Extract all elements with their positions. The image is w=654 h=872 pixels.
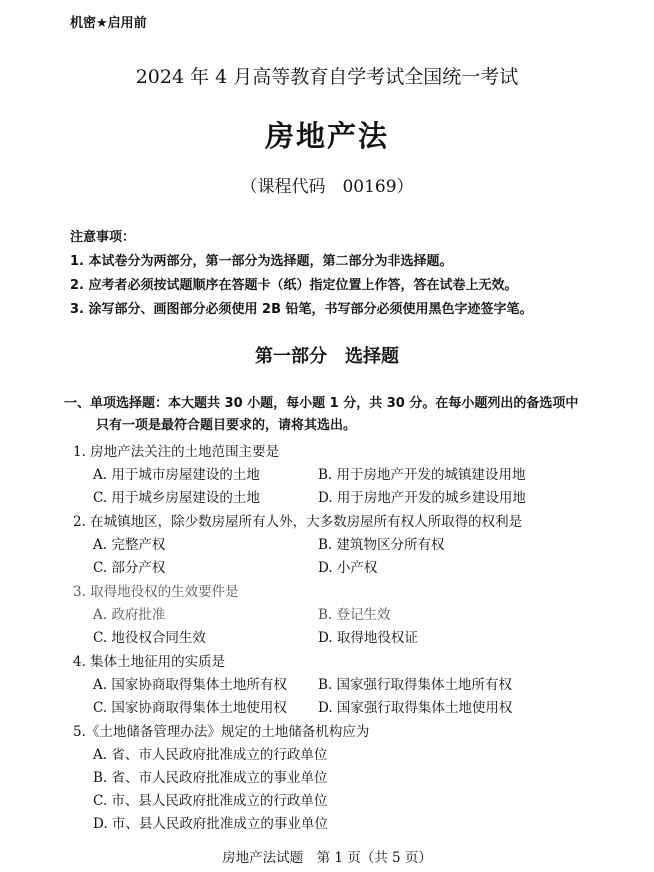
- option: A. 国家协商取得集体土地所有权: [93, 677, 287, 693]
- confidential-label: 机密★启用前: [70, 16, 147, 31]
- exam-title: 2024 年 4 月高等教育自学考试全国统一考试: [135, 66, 519, 88]
- course-code: （课程代码 00169）: [240, 177, 414, 197]
- option: B. 登记生效: [318, 607, 391, 623]
- option: D. 市、县人民政府批准成立的事业单位: [93, 816, 328, 832]
- option: C. 市、县人民政府批准成立的行政单位: [93, 793, 328, 809]
- option: A. 用于城市房屋建设的土地: [93, 467, 260, 483]
- option: B. 省、市人民政府批准成立的事业单位: [93, 770, 328, 786]
- option: A. 完整产权: [93, 537, 166, 553]
- notice-item: 1. 本试卷分为两部分，第一部分为选择题，第二部分为非选择题。: [70, 254, 453, 269]
- question-stem: 5.《土地储备管理办法》规定的土地储备机构应为: [73, 724, 370, 740]
- option: C. 部分产权: [93, 560, 166, 576]
- option: C. 国家协商取得集体土地使用权: [93, 700, 287, 716]
- option: D. 用于房地产开发的城乡建设用地: [318, 490, 526, 506]
- subject-title: 房地产法: [264, 119, 389, 153]
- question-stem: 2. 在城镇地区，除少数房屋所有人外，大多数房屋所有权人所取得的权利是: [73, 514, 523, 530]
- notice-item: 2. 应考者必须按试题顺序在答题卡（纸）指定位置上作答，答在试卷上无效。: [70, 278, 518, 293]
- option: D. 取得地役权证: [318, 630, 418, 646]
- part-one-title: 第一部分 选择题: [255, 346, 399, 367]
- question-stem: 3. 取得地役权的生效要件是: [73, 584, 239, 600]
- option: A. 省、市人民政府批准成立的行政单位: [93, 747, 328, 763]
- section-instruction-line2: 只有一项是最符合题目要求的，请将其选出。: [96, 418, 357, 433]
- option: C. 用于城乡房屋建设的土地: [93, 490, 260, 506]
- option: D. 小产权: [318, 560, 378, 576]
- question-stem: 4. 集体土地征用的实质是: [73, 654, 226, 670]
- page-footer: 房地产法试题 第 1 页（共 5 页）: [222, 850, 432, 866]
- question-stem: 1. 房地产法关注的土地范围主要是: [73, 444, 280, 460]
- option: A. 政府批准: [93, 607, 166, 623]
- option: B. 用于房地产开发的城镇建设用地: [318, 467, 526, 483]
- notice-heading: 注意事项：: [70, 230, 136, 245]
- option: C. 地役权合同生效: [93, 630, 206, 646]
- option: D. 国家强行取得集体土地使用权: [318, 700, 513, 716]
- notice-item: 3. 涂写部分、画图部分必须使用 2B 铅笔，书写部分必须使用黑色字迹签字笔。: [70, 302, 533, 317]
- section-instruction-line1: 一、单项选择题：本大题共 30 小题，每小题 1 分，共 30 分。在每小题列出的备选项中: [64, 396, 579, 411]
- option: B. 国家强行取得集体土地所有权: [318, 677, 513, 693]
- option: B. 建筑物区分所有权: [318, 537, 445, 553]
